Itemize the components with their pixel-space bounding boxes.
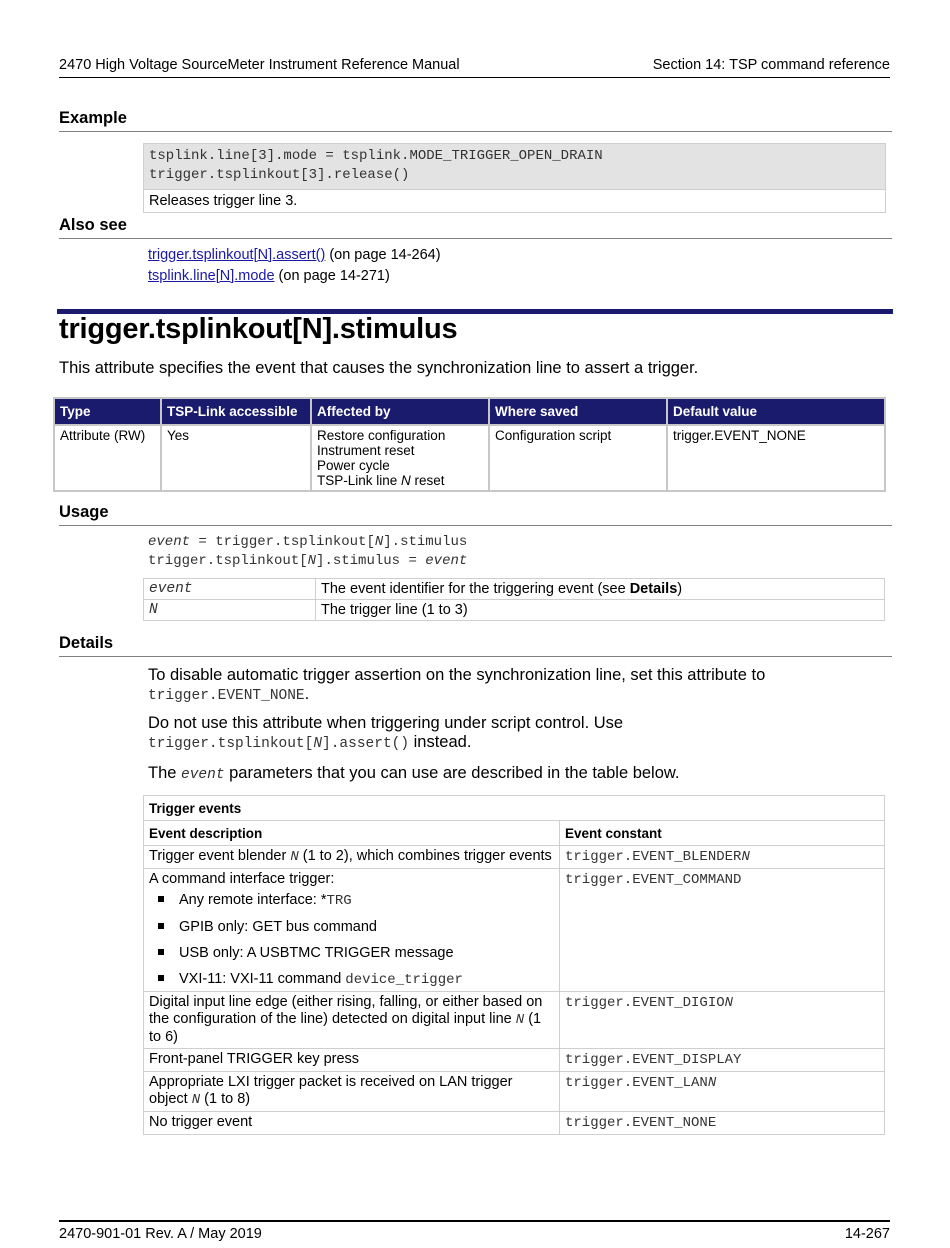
table-row [144, 600, 885, 621]
details-heading: Details [59, 634, 892, 657]
event-constant [560, 1072, 885, 1112]
table-row [144, 1112, 885, 1135]
example-code-line: tsplink.line[3].mode = tsplink.MODE_TRIGGER_OPEN_DRAIN [149, 148, 603, 164]
event-description-text: Appropriate LXI trigger packet is received on LAN trigger object [149, 1074, 513, 1107]
also-see-link-line-mode[interactable]: tsplink.line[N].mode [148, 268, 275, 284]
command-intro: This attribute specifies the event that causes the synchronization line to assert a trigger. [59, 359, 699, 377]
list-item-text: GPIB only: GET bus command [179, 919, 377, 935]
example-box [143, 143, 886, 213]
event-constant [560, 846, 885, 869]
default-value-cell: trigger.EVENT_NONE [667, 425, 885, 491]
event-description-text: (1 to 8) [200, 1091, 251, 1107]
details-paragraph [148, 714, 623, 754]
param-name: event [144, 579, 316, 600]
list-item-text: Any remote interface: * [179, 892, 327, 908]
event-constant [560, 1112, 885, 1135]
event-constant [560, 992, 885, 1049]
column-header: Affected by [311, 398, 489, 425]
event-description [144, 1072, 560, 1112]
details-paragraph [148, 764, 680, 785]
details-text: To disable automatic trigger assertion on the synchronization line, set this attribute to [148, 666, 766, 684]
column-header: Default value [667, 398, 885, 425]
tsp-link-cell: Yes [161, 425, 311, 491]
usage-var: event [425, 553, 468, 569]
param-desc-text: ) [677, 581, 683, 597]
event-description-text: A command interface trigger: [149, 871, 335, 887]
column-header: Where saved [489, 398, 667, 425]
event-description [144, 992, 560, 1049]
list-item [149, 945, 554, 962]
details-text: instead. [409, 733, 472, 751]
list-item-text: VXI-11: VXI-11 command [179, 971, 346, 987]
page-reference: (on page 14-271) [274, 268, 390, 284]
event-description: Front-panel TRIGGER key press [144, 1049, 560, 1072]
param-desc [316, 579, 885, 600]
param-desc-text: The event identifier for the triggering event (see [321, 581, 630, 597]
type-cell: Attribute (RW) [54, 425, 161, 491]
details-code: trigger.EVENT_NONE [148, 688, 305, 704]
affected-item: Instrument reset [317, 443, 415, 458]
event-constant [560, 1049, 885, 1072]
affected-item: Restore configuration [317, 428, 446, 443]
usage-text: = trigger.tsplinkout[ [190, 534, 375, 550]
event-description-text: (1 to 2), which combines trigger events [298, 848, 552, 864]
event-constant-code: trigger.EVENT_DISPLAY [565, 1052, 742, 1068]
details-code: event [181, 767, 225, 783]
column-header: Event description [144, 821, 560, 846]
usage-heading: Usage [59, 503, 892, 526]
event-constant-var: N [724, 995, 734, 1011]
details-text: parameters that you can use are described in the table below. [224, 764, 680, 782]
table-row [144, 1049, 885, 1072]
details-code-var: N [313, 736, 323, 752]
event-constant-code: trigger.EVENT_NONE [565, 1115, 717, 1131]
page-header [59, 57, 890, 78]
event-description-var: N [191, 1092, 201, 1108]
bullet-icon [158, 975, 164, 981]
column-header: TSP-Link accessible [161, 398, 311, 425]
also-see-heading: Also see [59, 216, 892, 239]
event-constant-code: trigger.EVENT_BLENDER [565, 849, 742, 865]
affected-by-cell [311, 425, 489, 491]
parameter-table [143, 578, 885, 621]
example-code-line: trigger.tsplinkout[3].release() [149, 167, 410, 183]
where-saved-cell: Configuration script [489, 425, 667, 491]
table-caption: Trigger events [144, 796, 885, 821]
list-item-code: device_trigger [345, 972, 463, 988]
table-row [144, 992, 885, 1049]
usage-line-get [148, 533, 467, 552]
also-see-item [148, 247, 441, 263]
list-item [149, 971, 554, 989]
example-code [144, 144, 885, 189]
bullet-list [149, 892, 554, 989]
example-description: Releases trigger line 3. [144, 189, 885, 212]
event-description [144, 869, 560, 992]
event-description-text: (1 to 6) [149, 1011, 542, 1045]
usage-var: N [307, 553, 317, 569]
section-title: Section 14: TSP command reference [652, 57, 890, 73]
page-reference: (on page 14-264) [325, 247, 441, 263]
also-see-item [148, 268, 390, 284]
table-row [144, 846, 885, 869]
bullet-icon [158, 896, 164, 902]
param-desc: The trigger line (1 to 3) [316, 600, 885, 621]
event-constant [560, 869, 885, 992]
event-constant-code: trigger.EVENT_LAN [565, 1075, 708, 1091]
event-description-text: Digital input line edge (either rising, falling, or either based on the configuration of the line) detected on digital input line [149, 994, 543, 1027]
details-code-line [148, 733, 623, 754]
details-code: ].assert() [322, 736, 410, 752]
table-row [144, 869, 885, 992]
event-constant-var: N [707, 1075, 717, 1091]
manual-title: 2470 High Voltage SourceMeter Instrument Reference Manual [59, 57, 460, 73]
column-header: Type [54, 398, 161, 425]
affected-item-text: reset [410, 473, 445, 488]
page-footer [59, 1220, 890, 1242]
event-description-text: Trigger event blender [149, 848, 291, 864]
table-row [144, 1072, 885, 1112]
event-description-var: N [515, 1012, 525, 1028]
list-item-text: USB only: A USBTMC TRIGGER message [179, 945, 454, 961]
event-description-var: N [290, 849, 299, 865]
usage-text: trigger.tsplinkout[ [148, 553, 308, 569]
usage-text: ].stimulus [383, 534, 468, 550]
list-item [149, 919, 554, 936]
trigger-events-table [143, 795, 885, 1135]
event-description: No trigger event [144, 1112, 560, 1135]
bullet-icon [158, 923, 164, 929]
details-paragraph [148, 666, 765, 706]
event-constant-code: trigger.EVENT_DIGIO [565, 995, 725, 1011]
event-description [144, 846, 560, 869]
event-constant-code: trigger.EVENT_COMMAND [565, 872, 742, 888]
attribute-table [53, 397, 886, 492]
param-desc-bold: Details [629, 581, 678, 597]
usage-var: event [148, 534, 191, 550]
column-header: Event constant [560, 821, 885, 846]
usage-var: N [374, 534, 384, 550]
affected-item-text: TSP-Link line [317, 473, 402, 488]
command-title: trigger.tsplinkout[N].stimulus [59, 313, 458, 345]
details-text: The [148, 764, 182, 782]
also-see-link-assert[interactable]: trigger.tsplinkout[N].assert() [148, 247, 326, 263]
list-item [149, 892, 554, 910]
details-code-line [148, 685, 765, 706]
document-revision: 2470-901-01 Rev. A / May 2019 [59, 1226, 262, 1242]
usage-code [148, 533, 467, 571]
details-text: . [304, 685, 310, 703]
affected-item: Power cycle [317, 458, 390, 473]
example-heading: Example [59, 109, 892, 132]
bullet-icon [158, 949, 164, 955]
param-name: N [144, 600, 316, 621]
usage-text: ].stimulus = [316, 553, 426, 569]
affected-item-var: N [401, 473, 411, 488]
details-code: trigger.tsplinkout[ [148, 736, 314, 752]
usage-line-set [148, 552, 467, 571]
list-item-code: TRG [326, 893, 352, 909]
page-number: 14-267 [844, 1226, 890, 1242]
affected-item [317, 473, 483, 488]
table-row [144, 579, 885, 600]
details-text: Do not use this attribute when triggering under script control. Use [148, 714, 624, 732]
event-constant-var: N [741, 849, 750, 865]
